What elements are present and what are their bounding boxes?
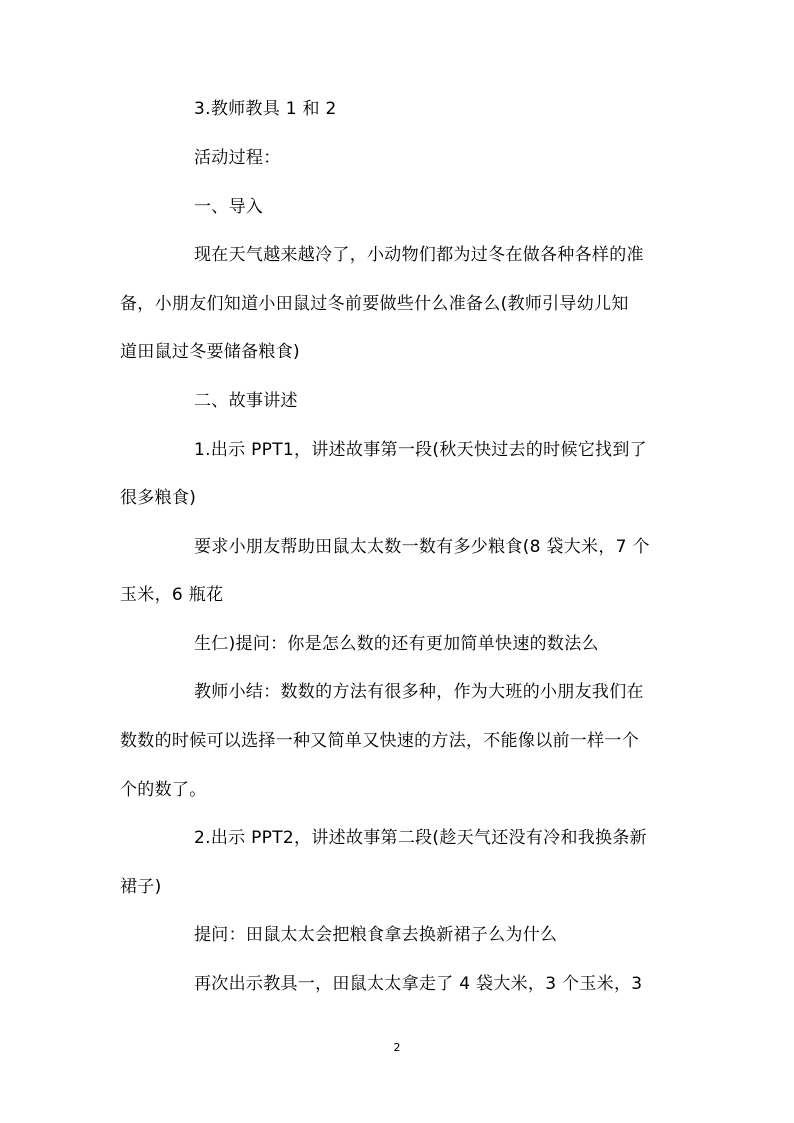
page-number: 2 bbox=[393, 1041, 401, 1054]
text-line: 现在天气越来越冷了，小动物们都为过冬在做各种各样的准 bbox=[194, 245, 644, 265]
text-line: 3.教师教具 1 和 2 bbox=[194, 99, 337, 119]
text-line: 生仁)提问：你是怎么数的还有更加简单快速的数法么 bbox=[194, 634, 599, 654]
text-line: 活动过程： bbox=[194, 148, 281, 168]
text-line: 很多粮食) bbox=[120, 488, 197, 508]
text-line: 1.出示 PPT1，讲述故事第一段(秋天快过去的时候它找到了 bbox=[194, 440, 647, 460]
text-line: 教师小结：数数的方法有很多种，作为大班的小朋友我们在 bbox=[194, 682, 644, 702]
section-heading: 二、故事讲述 bbox=[194, 391, 298, 411]
text-line: 玉米，6 瓶花 bbox=[120, 585, 224, 605]
text-line: 裙子) bbox=[120, 877, 162, 897]
text-line: 数数的时候可以选择一种又简单又快速的方法，不能像以前一样一个 bbox=[120, 731, 639, 751]
text-line: 提问：田鼠太太会把粮食拿去换新裙子么为什么 bbox=[194, 925, 558, 945]
text-line: 个的数了。 bbox=[120, 780, 207, 800]
text-line: 2.出示 PPT2，讲述故事第二段(趁天气还没有冷和我换条新 bbox=[194, 828, 647, 848]
text-line: 道田鼠过冬要储备粮食) bbox=[120, 342, 300, 362]
section-heading: 一、导入 bbox=[194, 197, 264, 217]
text-line: 再次出示教具一，田鼠太太拿走了 4 袋大米，3 个玉米，3 bbox=[194, 974, 643, 994]
text-line: 备，小朋友们知道小田鼠过冬前要做些什么准备么(教师引导幼儿知 bbox=[120, 294, 629, 314]
text-line: 要求小朋友帮助田鼠太太数一数有多少粮食(8 袋大米，7 个 bbox=[194, 537, 650, 557]
